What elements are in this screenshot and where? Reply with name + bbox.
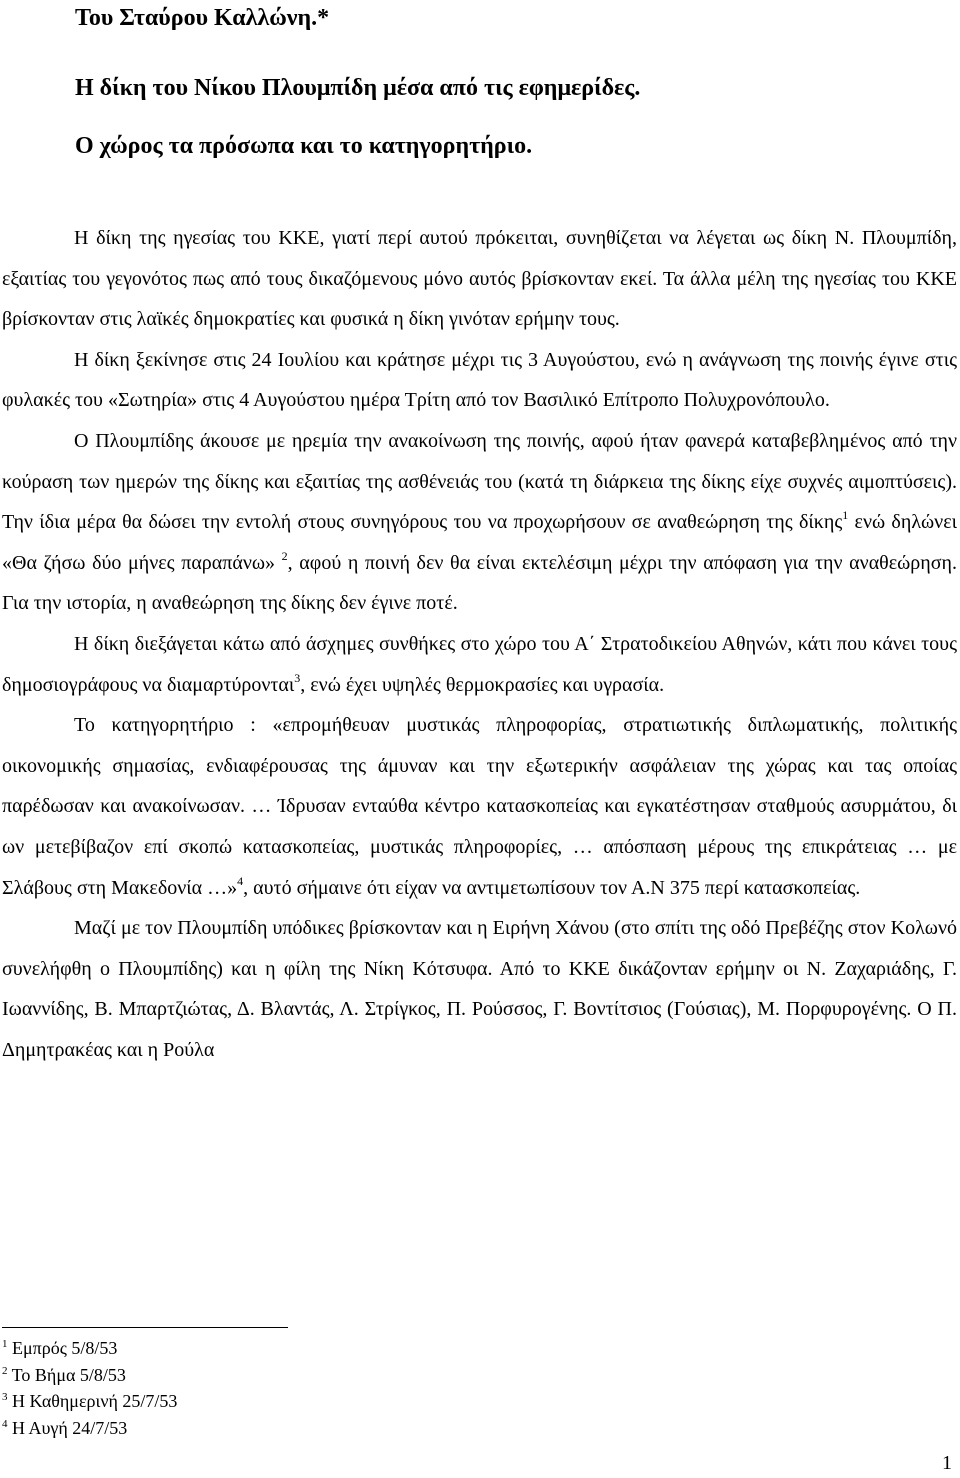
paragraph-4	[2, 624, 957, 705]
paragraph-3-text-a: Ο Πλουμπίδης άκουσε με ηρεμία την ανακοίνωση της ποινής, αφού ήταν φανερά καταβεβλημένος από την κούραση των ημερών της δίκης και εξαιτίας της ασθένειάς του (κατά τη διάρκεια της δίκης είχε συχνές αιμοπτύσεις). Την ίδια μέρα θα δώσει την εντολή στους συνηγόρους του να προχωρήσουν σε αναθεώρηση της δίκης	[2, 429, 957, 534]
page-title: Η δίκη του Νίκου Πλουμπίδη μέσα από τις εφημερίδες.	[75, 75, 641, 101]
section-subtitle: Ο χώρος τα πρόσωπα και το κατηγορητήριο.	[75, 133, 533, 159]
paragraph-3	[2, 421, 957, 624]
footnote-number: 3	[2, 1391, 8, 1403]
footnote-text: Εμπρός 5/8/53	[7, 1338, 118, 1358]
footnote-text: Το Βήμα 5/8/53	[7, 1364, 126, 1385]
paragraph-5-text-a: Το κατηγορητήριο : «επρομήθευαν μυστικάς πληροφορίας, στρατιωτικής διπλωματικής, πολιτικής οικονομικής σημασίας, ενδιαφέρουσας της άμυναν και την εξωτερικήν ασφάλειαν της χώρας και τας οποίας παρέδωσαν και ανακοίνωσαν. … Ίδρυσαν ενταύθα κέντρο κατασκοπείας και εγκατέστησαν σταθμούς ασυρμάτου, δι ων μετεβίβαζον επί σκοπώ κατασκοπείας, μυστικάς πληροφορίες, … απόσπαση μέρους της επικράτειας … με Σλάβους στη Μακεδονία …»	[2, 714, 957, 899]
footnote-ref-2: 2	[281, 548, 288, 563]
footnote-4	[2, 1415, 177, 1442]
footnote-ref-4: 4	[237, 873, 244, 888]
footnotes	[2, 1335, 177, 1441]
paragraph-6: Μαζί με τον Πλουμπίδη υπόδικες βρίσκονταν και η Ειρήνη Χάνου (στο σπίτι της οδό Πρεβέζης στον Κολωνό συνελήφθη ο Πλουμπίδης) και η φίλη της Νίκη Κότσυφα. Από το ΚΚΕ δικάζονταν ερήμην οι Ν. Ζαχαριάδης, Γ. Ιωαννίδης, Β. Μπαρτζιώτας, Δ. Βλαντάς, Λ. Στρίγκος, Π. Ρούσσος, Γ. Βοντίτσιος (Γούσιας), Μ. Πορφυρογένης. Ο Π. Δημητρακέας και η Ρούλα	[2, 917, 957, 1061]
footnote-ref-3: 3	[294, 670, 301, 685]
footnote-1	[2, 1335, 177, 1362]
paragraph-5	[2, 705, 957, 908]
paragraph-4-text-b: , ενώ έχει υψηλές θερμοκρασίες και υγρασία.	[300, 673, 665, 696]
paragraph-4-text-a: Η δίκη διεξάγεται κάτω από άσχημες συνθήκες στο χώρο του Α΄ Στρατοδικείου Αθηνών, κάτι που κάνει τους δημοσιογράφους να διαμαρτύρονται	[2, 632, 957, 696]
footnote-2	[2, 1362, 177, 1389]
footnote-number: 2	[2, 1364, 8, 1377]
author-heading: Του Σταύρου Καλλώνη.*	[75, 5, 330, 31]
article-body	[2, 218, 957, 1070]
paragraph-3-text-c: , αφού η ποινή δεν θα είναι εκτελέσιμη μέχρι την απόφαση για την αναθεώρηση. Για την ιστορία, η αναθεώρηση της δίκης δεν έγινε ποτέ.	[2, 551, 957, 615]
paragraph-1: Η δίκη της ηγεσίας του ΚΚΕ, γιατί περί αυτού πρόκειται, συνηθίζεται να λέγεται ως δίκη Ν. Πλουμπίδη, εξαιτίας του γεγονότος πως από τους δικαζόμενους μόνο αυτός βρίσκονταν εκεί. Τα άλλα μέλη της ηγεσίας του ΚΚΕ βρίσκονταν στις λαϊκές δημοκρατίες και φυσικά η δίκη γινόταν ερήμην τους.	[2, 227, 957, 331]
footnote-number: 1	[2, 1338, 8, 1350]
footnote-number: 4	[2, 1417, 8, 1430]
footnote-ref-1: 1	[842, 508, 849, 523]
paragraph-2: Η δίκη ξεκίνησε στις 24 Ιουλίου και κράτησε μέχρι τις 3 Αυγούστου, ενώ η ανάγνωση της ποινής έγινε στις φυλακές του «Σωτηρία» στις 4 Αυγούστου ημέρα Τρίτη από τον Βασιλικό Επίτροπο Πολυχρονόπουλο.	[2, 348, 957, 412]
paragraph-5-text-b: , αυτό σήμαινε ότι είχαν να αντιμετωπίσουν τον Α.Ν 375 περί κατασκοπείας.	[243, 876, 861, 899]
footnote-3	[2, 1388, 177, 1415]
footnote-text: Η Αυγή 24/7/53	[7, 1417, 128, 1438]
footnote-separator	[2, 1327, 288, 1328]
paragraph-3-text-b: ενώ δηλώνει «Θα ζήσω δύο μήνες παραπάνω»	[2, 511, 958, 574]
footnote-text: Η Καθημερινή 25/7/53	[7, 1391, 178, 1411]
page-number: 1	[942, 1452, 952, 1474]
